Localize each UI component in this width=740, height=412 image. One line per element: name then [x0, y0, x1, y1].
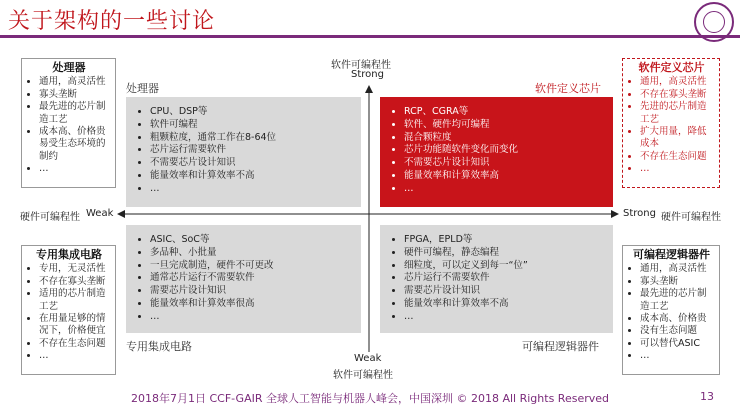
list-item: • 成本高、价格贵	[640, 313, 714, 325]
list-item: • ASIC、SoC等	[150, 234, 353, 247]
right-axis-strong: Strong	[623, 208, 656, 219]
list-item: • 成本高、价格贵易受生态环境的制约	[39, 126, 110, 163]
list-item: • 软件可编程	[150, 119, 353, 132]
list-item: • 多品种、小批量	[150, 247, 353, 260]
list-item: • …	[404, 311, 605, 324]
top-axis-label: 软件可编程性	[331, 60, 391, 71]
side-box-title: 软件定义芯片	[638, 61, 705, 74]
list-item: • 不需要芯片设计知识	[404, 157, 605, 170]
list-item: • 通用，高灵活性	[640, 76, 714, 88]
quadrant-label-asic: 专用集成电路	[126, 340, 192, 353]
page-number: 13	[700, 390, 714, 403]
list-item: • 硬件可编程，静态编程	[404, 247, 605, 260]
right-axis-label: 硬件可编程性	[661, 212, 721, 223]
list-item: • 最先进的芯片制造工艺	[640, 288, 714, 313]
list-item: • 没有生态问题	[640, 325, 714, 337]
list-item: • RCP、CGRA等	[404, 106, 605, 119]
quadrant-label-fpga: 可编程逻辑器件	[522, 340, 599, 353]
list-item: • 通用，高灵活性	[640, 263, 714, 275]
list-item: • 扩大用量，降低成本	[640, 126, 714, 151]
list-item: • 混合颗粒度	[404, 132, 605, 145]
side-box-processor	[21, 58, 116, 188]
list-item: • 不存在寡头垄断	[39, 276, 110, 288]
list-item: • 能量效率和计算效率不高	[150, 170, 353, 183]
list-item: • 芯片运行不需要软件	[404, 272, 605, 285]
list-item: • 芯片运行需要软件	[150, 144, 353, 157]
bottom-axis-label: 软件可编程性	[333, 370, 393, 381]
list-item: • 不存在生态问题	[39, 338, 110, 350]
quadrant-label-software-defined: 软件定义芯片	[535, 82, 601, 95]
list-item: • 通用，高灵活性	[39, 76, 110, 88]
quadrant-label-processor: 处理器	[126, 82, 159, 95]
list-item: • 可以替代ASIC	[640, 338, 714, 350]
list-item: • 专用，无灵活性	[39, 263, 110, 275]
quadrant-software-defined	[380, 97, 613, 207]
list-item: • FPGA，EPLD等	[404, 234, 605, 247]
list-item: • 不存在生态问题	[640, 151, 714, 163]
list-item: • 通常芯片运行不需要软件	[150, 272, 353, 285]
side-box-title: 可编程逻辑器件	[633, 248, 710, 261]
bottom-axis-weak: Weak	[354, 353, 382, 364]
left-axis-label: 硬件可编程性	[20, 212, 80, 223]
side-box-software-defined	[622, 58, 720, 188]
side-box-fpga	[622, 245, 720, 375]
list-item: • 粗颗粒度，通常工作在8-64位	[150, 132, 353, 145]
list-item: • 不存在寡头垄断	[640, 89, 714, 101]
list-item: • 细粒度，可以定义到每一“位”	[404, 260, 605, 273]
list-item: • …	[640, 350, 714, 362]
list-item: • 寡头垄断	[39, 89, 110, 101]
list-item: • …	[150, 311, 353, 324]
list-item: • 软件、硬件均可编程	[404, 119, 605, 132]
page-title: 关于架构的一些讨论	[8, 9, 216, 34]
quadrant-processor	[126, 97, 361, 207]
list-item: • CPU、DSP等	[150, 106, 353, 119]
list-item: • 需要芯片设计知识	[404, 285, 605, 298]
list-item: • 先进的芯片制造工艺	[640, 101, 714, 126]
quadrant-asic	[126, 225, 361, 333]
quadrant-fpga	[380, 225, 613, 333]
list-item: • 寡头垄断	[640, 276, 714, 288]
list-item: • 一旦完成制造，硬件不可更改	[150, 260, 353, 273]
list-item: • 最先进的芯片制造工艺	[39, 101, 110, 126]
list-item: • 能量效率和计算效率高	[404, 170, 605, 183]
list-item: • …	[39, 350, 110, 362]
side-box-asic	[21, 245, 116, 375]
list-item: • …	[150, 183, 353, 196]
left-axis-weak: Weak	[86, 208, 114, 219]
list-item: • 能量效率和计算效率不高	[404, 298, 605, 311]
list-item: • 能量效率和计算效率很高	[150, 298, 353, 311]
list-item: • 适用的芯片制造工艺	[39, 288, 110, 313]
list-item: • 芯片功能随软件变化而变化	[404, 144, 605, 157]
list-item: • …	[640, 163, 714, 175]
list-item: • 在用量足够的情况下，价格便宜	[39, 313, 110, 338]
list-item: • …	[39, 163, 110, 175]
footer-text: 2018年7月1日 CCF-GAIR 全球人工智能与机器人峰会，中国深圳 © 2018 All Rights Reserved	[131, 392, 609, 405]
list-item: • …	[404, 183, 605, 196]
list-item: • 不需要芯片设计知识	[150, 157, 353, 170]
top-axis-strong: Strong	[351, 69, 384, 80]
side-box-title: 专用集成电路	[36, 248, 102, 261]
side-box-title: 处理器	[52, 61, 86, 74]
list-item: • 需要芯片设计知识	[150, 285, 353, 298]
